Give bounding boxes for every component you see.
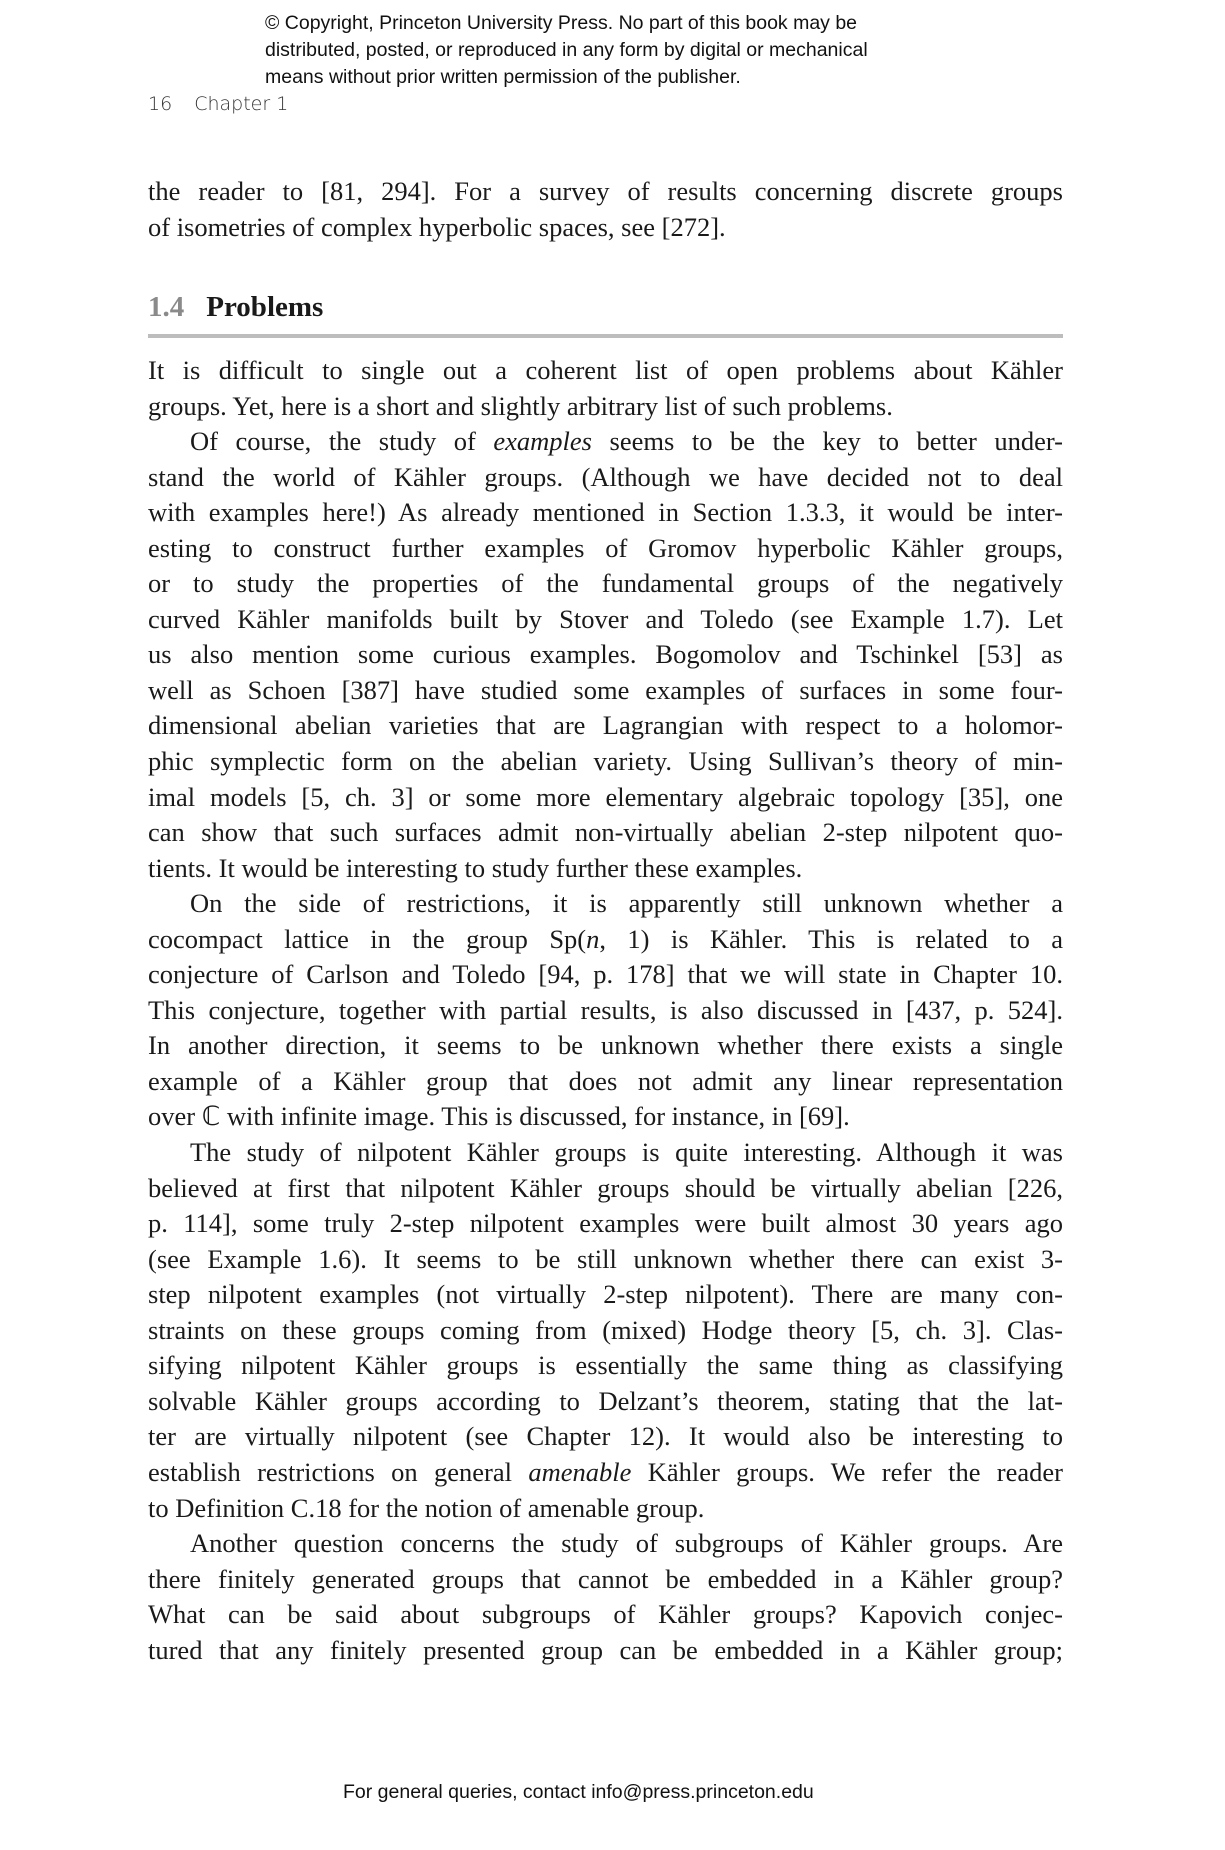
text-line [148, 1597, 1063, 1633]
text-line [148, 1562, 1063, 1598]
text-run: ter are virtually nilpotent (see Chapter 12). It would also be interesting to [148, 1421, 1063, 1452]
section-rule [148, 334, 1063, 338]
page-number: 16 [148, 93, 173, 115]
text-run: imal models [5, ch. 3] or some more elementary algebraic topology [35], one [148, 781, 1063, 812]
text-line [148, 780, 1063, 816]
text-run: conjecture of Carlson and Toledo [94, p. 178] that we will state in Chapter 10. [148, 959, 1063, 990]
text-line [148, 389, 1063, 425]
text-line [148, 637, 1063, 673]
text-line [148, 815, 1063, 851]
section-title: Problems [206, 291, 324, 323]
text-line [148, 1135, 1063, 1171]
text-run: solvable Kähler groups according to Delzant’s theorem, stating that the lat- [148, 1385, 1063, 1416]
text-run: What can be said about subgroups of Kähler groups? Kapovich conjec- [148, 1599, 1063, 1630]
page-footer: For general queries, contact info@press.princeton.edu [343, 1781, 814, 1803]
text-line [148, 1313, 1063, 1349]
text-line [148, 210, 1063, 246]
section-heading [148, 291, 323, 324]
text-run: On the side of restrictions, it is apparently still unknown whether a [190, 888, 1063, 919]
text-line [148, 1348, 1063, 1384]
text-line [148, 495, 1063, 531]
italic-text: examples [493, 426, 592, 457]
text-run: with examples here!) As already mentioned in Section 1.3.3, it would be inter- [148, 497, 1063, 528]
text-run: seems to be the key to better under- [592, 426, 1064, 457]
text-run: straints on these groups coming from (mixed) Hodge theory [5, ch. 3]. Clas- [148, 1314, 1063, 1345]
text-line [148, 602, 1063, 638]
text-run: groups. Yet, here is a short and slightly arbitrary list of such problems. [148, 390, 893, 421]
text-run: stand the world of Kähler groups. (Although we have decided not to deal [148, 461, 1063, 492]
copyright-line: distributed, posted, or reproduced in any form by digital or mechanical [265, 39, 868, 61]
copyright-notice [265, 10, 868, 91]
text-run: dimensional abelian varieties that are Lagrangian with respect to a holomor- [148, 710, 1063, 741]
text-run: esting to construct further examples of Gromov hyperbolic Kähler groups, [148, 532, 1063, 563]
text-line [148, 1171, 1063, 1207]
text-line [148, 673, 1063, 709]
text-run: establish restrictions on general [148, 1456, 529, 1487]
text-run: or to study the properties of the fundamental groups of the negatively [148, 568, 1063, 599]
text-run: well as Schoen [387] have studied some examples of surfaces in some four- [148, 674, 1063, 705]
text-line [148, 922, 1063, 958]
text-line [148, 1277, 1063, 1313]
copyright-line: means without prior written permission of the publisher. [265, 66, 741, 88]
running-head [148, 93, 288, 115]
text-line [148, 1419, 1063, 1455]
text-line [148, 1455, 1063, 1491]
text-line [148, 353, 1063, 389]
text-run: It is difficult to single out a coherent list of open problems about Kähler [148, 355, 1063, 385]
text-run: can show that such surfaces admit non-virtually abelian 2-step nilpotent quo- [148, 817, 1063, 848]
text-run: believed at first that nilpotent Kähler groups should be virtually abelian [226, [148, 1172, 1063, 1203]
text-run: of isometries of complex hyperbolic spaces, see [272]. [148, 211, 726, 242]
text-run: Kähler groups. We refer the reader [631, 1456, 1063, 1487]
text-line [148, 1526, 1063, 1562]
text-line [148, 886, 1063, 922]
text-line [148, 744, 1063, 780]
text-run: (see Example 1.6). It seems to be still unknown whether there can exist 3- [148, 1243, 1063, 1274]
section-body [148, 353, 1063, 1668]
text-line [148, 424, 1063, 460]
text-run: example of a Kähler group that does not admit any linear representation [148, 1065, 1063, 1096]
text-run: Of course, the study of [190, 426, 494, 457]
text-line [148, 708, 1063, 744]
text-run: step nilpotent examples (not virtually 2-step nilpotent). There are many con- [148, 1279, 1063, 1310]
text-run: , 1) is Kähler. This is related to a [599, 923, 1063, 954]
text-run: Another question concerns the study of subgroups of Kähler groups. Are [190, 1528, 1063, 1559]
text-run: over ℂ with infinite image. This is discussed, for instance, in [69]. [148, 1101, 850, 1132]
text-run: the reader to [81, 294]. For a survey of results concerning discrete groups [148, 176, 1063, 206]
intro-paragraph [148, 174, 1063, 245]
text-run: tured that any finitely presented group can be embedded in a Kähler group; [148, 1634, 1063, 1665]
text-line [148, 1028, 1063, 1064]
section-number: 1.4 [148, 291, 185, 323]
text-run: phic symplectic form on the abelian variety. Using Sullivan’s theory of min- [148, 746, 1063, 777]
text-line [148, 566, 1063, 602]
text-line [148, 851, 1063, 887]
chapter-label: Chapter 1 [194, 93, 289, 115]
text-line [148, 1491, 1063, 1527]
text-run: In another direction, it seems to be unknown whether there exists a single [148, 1030, 1063, 1061]
text-line [148, 1633, 1063, 1669]
text-run: This conjecture, together with partial results, is also discussed in [437, p. 524]. [148, 994, 1063, 1025]
italic-text: amenable [528, 1456, 632, 1487]
text-line [148, 1384, 1063, 1420]
text-line [148, 531, 1063, 567]
copyright-line: © Copyright, Princeton University Press. No part of this book may be [265, 12, 858, 34]
text-line [148, 1242, 1063, 1278]
text-run: sifying nilpotent Kähler groups is essentially the same thing as classifying [148, 1350, 1063, 1381]
text-line [148, 1099, 1063, 1135]
text-run: to Definition C.18 for the notion of amenable group. [148, 1492, 705, 1523]
text-run: us also mention some curious examples. Bogomolov and Tschinkel [53] as [148, 639, 1063, 670]
text-line [148, 957, 1063, 993]
text-run: tients. It would be interesting to study further these examples. [148, 852, 803, 883]
text-run: cocompact lattice in the group Sp( [148, 923, 587, 954]
text-run: p. 114], some truly 2-step nilpotent examples were built almost 30 years ago [148, 1208, 1063, 1239]
text-line [148, 174, 1063, 210]
text-run: curved Kähler manifolds built by Stover and Toledo (see Example 1.7). Let [148, 603, 1063, 634]
text-line [148, 1206, 1063, 1242]
text-run: there finitely generated groups that cannot be embedded in a Kähler group? [148, 1563, 1063, 1594]
text-run: The study of nilpotent Kähler groups is quite interesting. Although it was [190, 1137, 1063, 1168]
text-line [148, 1064, 1063, 1100]
italic-text: n [586, 923, 600, 954]
text-line [148, 993, 1063, 1029]
text-line [148, 460, 1063, 496]
